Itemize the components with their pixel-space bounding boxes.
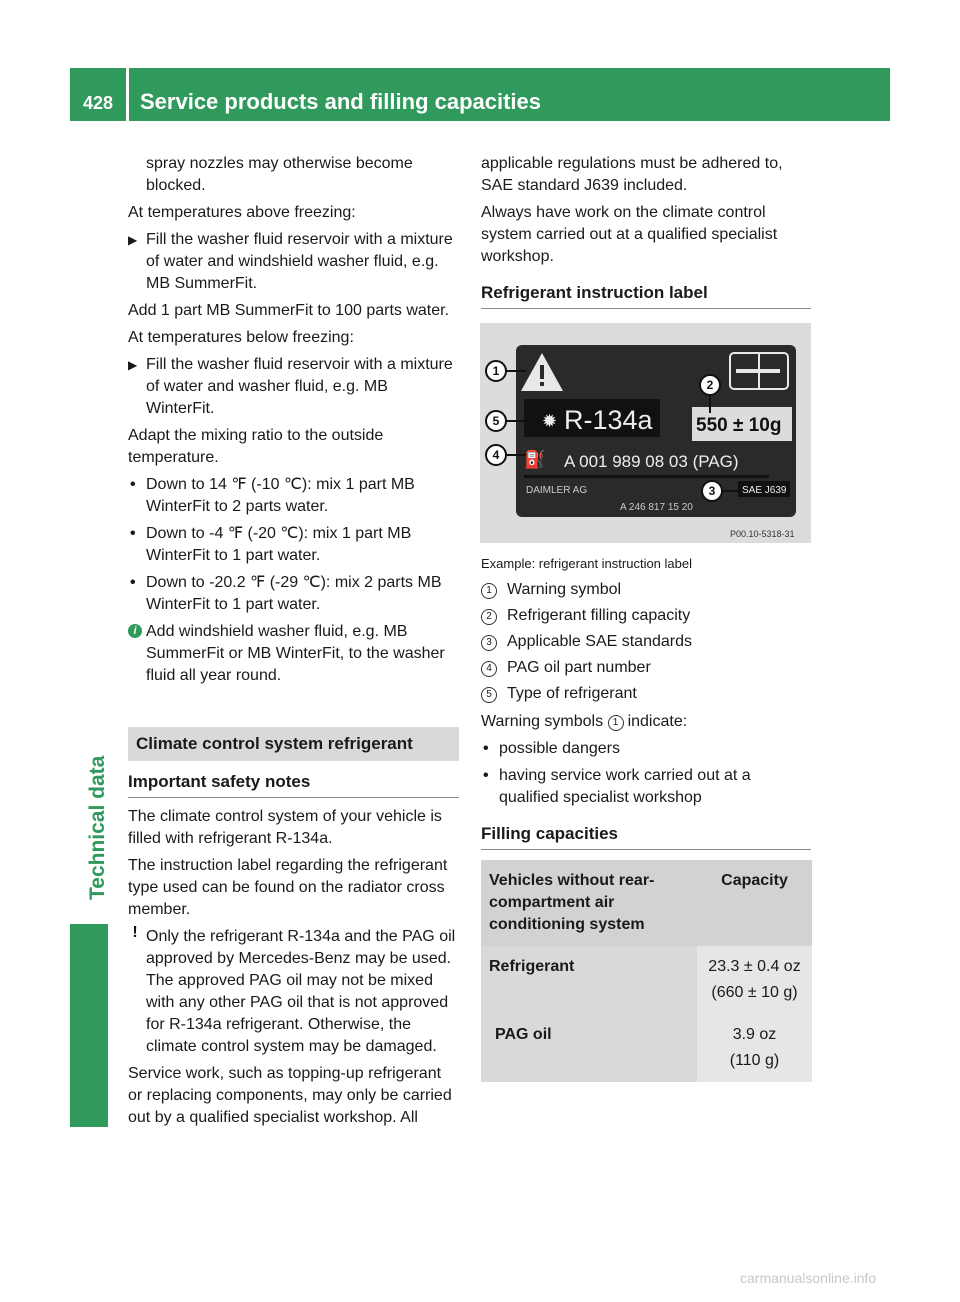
bullet-item — [128, 474, 459, 518]
paragraph: spray nozzles may otherwise become blocked. — [146, 155, 413, 194]
cell-value: (660 ± 10 g) — [711, 984, 798, 1001]
right-column — [481, 153, 811, 317]
step-arrow-icon: ▶ — [128, 233, 138, 247]
header-divider — [126, 68, 129, 121]
paragraph: Always have work on the climate control system carried out at a qualified specialist workshop. — [481, 204, 778, 265]
info-icon: i — [128, 624, 142, 638]
bullet-icon: • — [483, 767, 489, 784]
table-header-cell: Capacity — [697, 860, 812, 946]
legend-item — [481, 605, 811, 627]
legend-text: Warning symbol — [507, 581, 622, 598]
warning-note — [128, 926, 459, 1058]
table-row — [481, 946, 812, 1014]
table-row — [481, 1014, 812, 1082]
legend-list — [481, 579, 811, 705]
legend-number: 3 — [481, 635, 497, 651]
label-illustration — [480, 323, 811, 543]
step-text: Fill the washer fluid reservoir with a mixture of water and windshield washer fluid, e.g. MB SummerFit. — [146, 231, 453, 292]
table-cell — [697, 946, 812, 1014]
sun-icon: ✹ — [542, 411, 558, 432]
legend-number: 1 — [481, 583, 497, 599]
info-note — [128, 621, 459, 687]
subsection-title: Filling capacities — [481, 823, 811, 850]
bullet-text: Down to ‑20.2 ℉ (‑29 ℃): mix 2 parts MB WinterFit to 1 part water. — [146, 574, 442, 613]
page-title: Service products and filling capacities — [140, 89, 542, 114]
bullet-icon: • — [130, 525, 136, 542]
paragraph: The instruction label regarding the refrigerant type used can be found on the radiator cross member. — [128, 857, 448, 918]
cell-value: (110 g) — [729, 1052, 780, 1069]
legend-text: Refrigerant filling capacity — [507, 607, 691, 624]
table-cell — [697, 1014, 812, 1082]
paragraph: applicable regulations must be adhered to, SAE standard J639 included. — [481, 155, 783, 194]
subsection-title: Important safety notes — [128, 771, 459, 798]
warning-text: Only the refrigerant R-134a and the PAG oil approved by Mercedes-Benz may be used. The approved PAG oil may not be mixed with any other PAG oil that is not approved for R-134a refrigerant. Otherwise, the climate control system may be damaged. — [146, 928, 456, 1055]
label-maker: DAIMLER AG — [526, 485, 588, 496]
label-capacity: 550 ± 10g — [696, 415, 782, 436]
oil-can-icon: ⛽ — [524, 450, 546, 470]
paragraph: The climate control system of your vehicle is filled with refrigerant R-134a. — [128, 808, 442, 847]
watermark: carmanualsonline.info — [740, 1270, 877, 1286]
bullet-item — [128, 572, 459, 616]
ws-text-post: indicate: — [627, 713, 688, 730]
legend-number: 2 — [481, 609, 497, 625]
paragraph: Service work, such as topping-up refrigerant or replacing components, may only be carried out by a qualified specialist workshop. All — [128, 1065, 452, 1126]
side-color-block — [70, 924, 108, 1127]
legend-item — [481, 683, 811, 705]
figure-code: P00.10-5318-31 — [730, 529, 795, 539]
bullet-icon: • — [130, 574, 136, 591]
refrigerant-label-figure — [480, 323, 811, 543]
legend-text: Applicable SAE standards — [507, 633, 692, 650]
info-text: Add windshield washer fluid, e.g. MB SummerFit or MB WinterFit, to the washer fluid all year round. — [146, 623, 445, 684]
callout-1-num: 1 — [492, 364, 500, 378]
bullet-text: Down to ‑4 ℉ (‑20 ℃): mix 1 part MB WinterFit to 1 part water. — [146, 525, 412, 564]
side-tab-label: Technical data — [86, 755, 109, 900]
filling-capacities-table — [481, 860, 812, 1082]
table-header-cell: Vehicles without rear-compartment air conditioning system — [481, 860, 697, 946]
label-number: A 246 817 15 20 — [620, 502, 693, 513]
table-cell: PAG oil — [481, 1014, 697, 1082]
callout-2-num: 2 — [706, 378, 714, 392]
instruction-step — [128, 229, 459, 295]
bullet-icon: • — [130, 476, 136, 493]
cell-value: 3.9 oz — [732, 1026, 777, 1043]
bullet-text: Down to 14 ℉ (‑10 ℃): mix 1 part MB WinterFit to 2 parts water. — [146, 476, 415, 515]
label-refrigerant: R-134a — [564, 405, 653, 435]
label-part: A 001 989 08 03 (PAG) — [564, 452, 739, 471]
bullet-item — [481, 765, 811, 809]
callout-5-num: 5 — [492, 414, 500, 428]
paragraph: Adapt the mixing ratio to the outside temperature. — [128, 427, 384, 466]
step-text: Fill the washer fluid reservoir with a mixture of water and washer fluid, e.g. MB WinterFit. — [146, 356, 453, 417]
bullet-text: possible dangers — [499, 740, 620, 757]
section-title: Climate control system refrigerant — [128, 727, 459, 761]
side-tab — [86, 590, 112, 910]
ws-text: Warning symbols — [481, 713, 604, 730]
paragraph: At temperatures above freezing: — [128, 204, 356, 221]
table-cell: Refrigerant — [481, 946, 697, 1014]
legend-item — [481, 579, 811, 601]
legend-number: 4 — [481, 661, 497, 677]
paragraph: At temperatures below freezing: — [128, 329, 354, 346]
bullet-icon: • — [483, 740, 489, 757]
bullet-item — [128, 523, 459, 567]
figure-caption: Example: refrigerant instruction label — [481, 556, 692, 571]
legend-text: Type of refrigerant — [507, 685, 637, 702]
table-header-row — [481, 860, 812, 946]
page-number: 428 — [82, 93, 114, 113]
ws-number: 1 — [608, 715, 624, 731]
legend-item — [481, 657, 811, 679]
legend-item — [481, 631, 811, 653]
step-arrow-icon: ▶ — [128, 358, 138, 372]
callout-3-num: 3 — [708, 484, 716, 498]
instruction-step — [128, 354, 459, 420]
callout-4-num: 4 — [492, 448, 500, 462]
bullet-text: having service work carried out at a qualified specialist workshop — [499, 767, 751, 806]
left-column — [128, 153, 459, 1134]
legend-text: PAG oil part number — [507, 659, 651, 676]
legend-number: 5 — [481, 687, 497, 703]
cell-value: 23.3 ± 0.4 oz — [708, 958, 801, 975]
subsection-title: Refrigerant instruction label — [481, 282, 811, 309]
paragraph: Add 1 part MB SummerFit to 100 parts water. — [128, 302, 450, 319]
label-standard: SAE J639 — [742, 485, 787, 496]
warning-icon: ! — [132, 924, 138, 941]
warning-symbols-intro — [481, 711, 811, 733]
right-column-lower — [481, 553, 811, 1082]
bullet-item — [481, 738, 811, 760]
